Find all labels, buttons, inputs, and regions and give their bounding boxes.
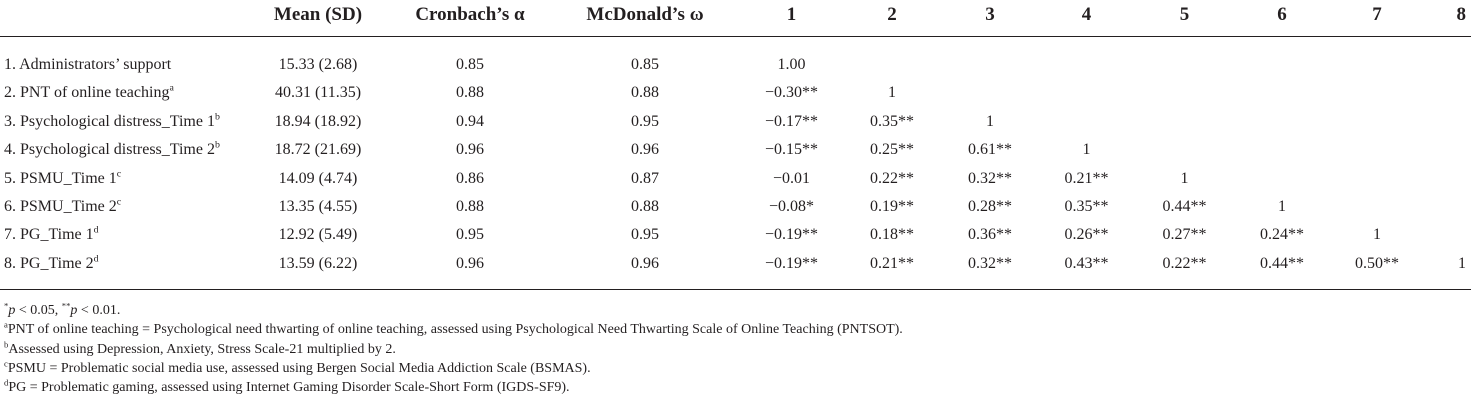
correlation-cell: 1: [1373, 226, 1381, 244]
correlation-cell: 0.36**: [968, 226, 1012, 244]
correlation-cell: 0.50**: [1330, 250, 1424, 290]
correlation-cell: −0.19**: [764, 226, 819, 244]
empty-cell: [1038, 37, 1135, 80]
footnote-marker: a: [169, 83, 174, 95]
cronbach-alpha-cell: 0.88: [456, 84, 484, 102]
table-row: [0, 221, 1471, 249]
cronbach-alpha-cell: 0.94: [456, 112, 484, 130]
row-label-text: 3. Psychological distress_Time 1: [4, 112, 215, 130]
empty-cell: [942, 79, 1038, 107]
footnote-mark: a: [4, 319, 8, 330]
table-row: [0, 79, 1471, 107]
empty-cell: [1424, 108, 1471, 136]
table-row: [0, 165, 1471, 193]
mean-sd-cell: 18.94 (18.92): [274, 112, 362, 130]
correlation-cell: 0.61**: [968, 141, 1012, 159]
correlation-cell: 0.21**: [1064, 169, 1109, 187]
footnote-marker: c: [116, 168, 122, 180]
row-label: [0, 165, 245, 193]
footnote-c: [4, 359, 1471, 378]
correlation-cell: 0.35**: [1064, 198, 1109, 216]
footnote-text: Assessed using Depression, Anxiety, Stress Scale-21 multiplied by 2.: [8, 341, 396, 357]
correlation-cell: 1.00: [777, 56, 806, 73]
row-label-text: 7. PG_Time 1: [4, 226, 94, 244]
mean-sd-cell: 15.33 (2.68): [278, 56, 358, 73]
row-label: [0, 79, 245, 107]
row-label-text: 6. PSMU_Time 2: [4, 198, 117, 216]
mean-sd-cell: 18.72 (21.69): [274, 141, 362, 159]
correlation-cell: −0.01: [772, 169, 811, 187]
footnote-text: PG = Problematic gaming, assessed using Internet Gaming Disorder Scale-Short Form (IGDS-SF9).: [8, 380, 570, 396]
correlation-cell: 0.32**: [942, 250, 1038, 290]
footnote-mark: c: [4, 358, 8, 369]
cronbach-alpha-cell: 0.85: [456, 56, 484, 73]
empty-cell: [1424, 79, 1471, 107]
column-header-7: 7: [1330, 0, 1424, 37]
empty-cell: [1330, 193, 1424, 221]
empty-cell: [942, 37, 1038, 80]
empty-cell: [1234, 37, 1330, 80]
empty-cell: [842, 37, 942, 80]
table-row: [0, 193, 1471, 221]
row-label-text: 2. PNT of online teaching: [4, 84, 170, 102]
footnote-marker: d: [93, 225, 99, 237]
empty-cell: [1424, 165, 1471, 193]
significance-marker: *: [4, 300, 9, 311]
mean-sd-cell: 40.31 (11.35): [274, 84, 362, 102]
correlation-cell: 1: [986, 112, 994, 130]
mcdonald-omega-header: McDonald’s ω: [549, 0, 741, 37]
column-header-8: 8: [1424, 0, 1471, 37]
cronbach-alpha-cell: 0.96: [456, 141, 484, 159]
empty-cell: [1234, 108, 1330, 136]
row-label: [0, 136, 245, 164]
correlation-cell: 0.27**: [1162, 226, 1207, 244]
footnote-marker: c: [116, 196, 122, 208]
mcdonald-omega-cell: 0.96: [549, 250, 741, 290]
correlation-cell: 0.26**: [1064, 226, 1109, 244]
variable-header: [0, 0, 245, 37]
row-label: [0, 108, 245, 136]
correlation-cell: 1: [1424, 250, 1471, 290]
table-row: [0, 108, 1471, 136]
correlation-cell: 0.28**: [968, 198, 1012, 216]
footnote-d: [4, 378, 1471, 397]
correlation-cell: 0.24**: [1260, 226, 1304, 244]
empty-cell: [1038, 79, 1135, 107]
mcdonald-omega-cell: 0.85: [631, 56, 659, 73]
empty-cell: [1234, 79, 1330, 107]
significance-note: [4, 301, 1471, 320]
table-row: [0, 250, 1471, 290]
footnote-text: PNT of online teaching = Psychological need thwarting of online teaching, assessed using Psychological Need Thwarting Scale of Online Teaching (PNTSOT).: [7, 322, 903, 338]
cronbach-alpha-cell: 0.95: [456, 226, 484, 244]
cronbach-alpha-cell: 0.96: [391, 250, 549, 290]
cronbach-alpha-cell: 0.88: [456, 198, 484, 216]
empty-cell: [1135, 37, 1234, 80]
row-label-text: 4. Psychological distress_Time 2: [4, 141, 215, 159]
empty-cell: [1330, 165, 1424, 193]
table-footnotes: [0, 301, 1471, 397]
row-label-text: 1. Administrators’ support: [4, 56, 172, 73]
mean-sd-cell: 13.35 (4.55): [278, 198, 358, 216]
table-row: [0, 37, 1471, 80]
correlation-cell: 0.25**: [870, 141, 914, 159]
correlation-cell: 0.32**: [968, 169, 1012, 187]
mcdonald-omega-cell: 0.95: [631, 112, 659, 130]
mean-sd-cell: 14.09 (4.74): [278, 169, 358, 187]
empty-cell: [1038, 108, 1135, 136]
column-header-4: 4: [1038, 0, 1135, 37]
empty-cell: [1135, 79, 1234, 107]
correlation-cell: 0.21**: [842, 250, 942, 290]
row-label: [0, 250, 245, 290]
footnote-text: PSMU = Problematic social media use, assessed using Bergen Social Media Addiction Scale (BSMAS).: [7, 360, 591, 376]
footnote-marker: b: [214, 111, 220, 123]
footnote-mark: d: [4, 377, 9, 388]
correlation-cell: −0.08*: [768, 198, 815, 216]
empty-cell: [1424, 37, 1471, 80]
significance-threshold: < 0.05,: [15, 303, 62, 319]
column-header-6: 6: [1234, 0, 1330, 37]
footnote-marker: d: [93, 253, 99, 265]
correlation-cell: 0.35**: [870, 112, 914, 130]
cronbach-alpha-cell: 0.86: [456, 169, 484, 187]
p-symbol: p: [70, 303, 78, 319]
mcdonald-omega-cell: 0.87: [631, 169, 659, 187]
correlation-cell: −0.19**: [741, 250, 842, 290]
correlation-cell: −0.15**: [764, 141, 819, 159]
mean-sd-cell: 12.92 (5.49): [278, 226, 358, 244]
column-header-5: 5: [1135, 0, 1234, 37]
row-label-text: 5. PSMU_Time 1: [4, 169, 117, 187]
empty-cell: [1330, 79, 1424, 107]
row-label: [0, 37, 245, 80]
correlation-cell: 1: [888, 84, 896, 102]
empty-cell: [1330, 108, 1424, 136]
correlation-cell: 0.22**: [870, 169, 914, 187]
correlation-cell: 1: [1082, 141, 1091, 159]
footnote-b: [4, 340, 1471, 359]
empty-cell: [1135, 108, 1234, 136]
correlation-cell: −0.17**: [764, 112, 819, 130]
p-symbol: p: [8, 303, 16, 319]
empty-cell: [1135, 136, 1234, 164]
table-row: [0, 136, 1471, 164]
correlation-cell: −0.30**: [764, 84, 819, 102]
column-header-3: 3: [942, 0, 1038, 37]
column-header-2: 2: [842, 0, 942, 37]
empty-cell: [1424, 136, 1471, 164]
empty-cell: [1234, 136, 1330, 164]
empty-cell: [1330, 136, 1424, 164]
row-label: [0, 221, 245, 249]
mcdonald-omega-cell: 0.96: [631, 141, 659, 159]
correlation-cell: 1: [1278, 198, 1286, 216]
mcdonald-omega-cell: 0.88: [631, 84, 659, 102]
significance-threshold: < 0.01.: [77, 303, 121, 319]
correlation-cell: 0.44**: [1162, 198, 1207, 216]
cronbach-alpha-header: Cronbach’s α: [391, 0, 549, 37]
footnote-mark: b: [4, 339, 9, 349]
column-header-1: 1: [741, 0, 842, 37]
mean-sd-header: Mean (SD): [245, 0, 391, 37]
row-label: [0, 193, 245, 221]
mcdonald-omega-cell: 0.95: [631, 226, 659, 244]
empty-cell: [1424, 193, 1471, 221]
row-label-text: 8. PG_Time 2: [4, 254, 94, 272]
empty-cell: [1234, 165, 1330, 193]
correlation-cell: 0.44**: [1234, 250, 1330, 290]
mcdonald-omega-cell: 0.88: [631, 198, 659, 216]
significance-marker: **: [61, 300, 71, 311]
mean-sd-cell: 13.59 (6.22): [245, 250, 391, 290]
footnote-a: [4, 320, 1471, 339]
correlation-cell: 0.43**: [1038, 250, 1135, 290]
correlation-cell: 0.19**: [870, 198, 914, 216]
header-row: [0, 0, 1471, 37]
footnote-marker: b: [214, 139, 220, 151]
correlation-cell: 0.22**: [1135, 250, 1234, 290]
correlation-cell: 1: [1180, 169, 1189, 187]
empty-cell: [1330, 37, 1424, 80]
correlation-cell: 0.18**: [870, 226, 914, 244]
empty-cell: [1424, 221, 1471, 249]
